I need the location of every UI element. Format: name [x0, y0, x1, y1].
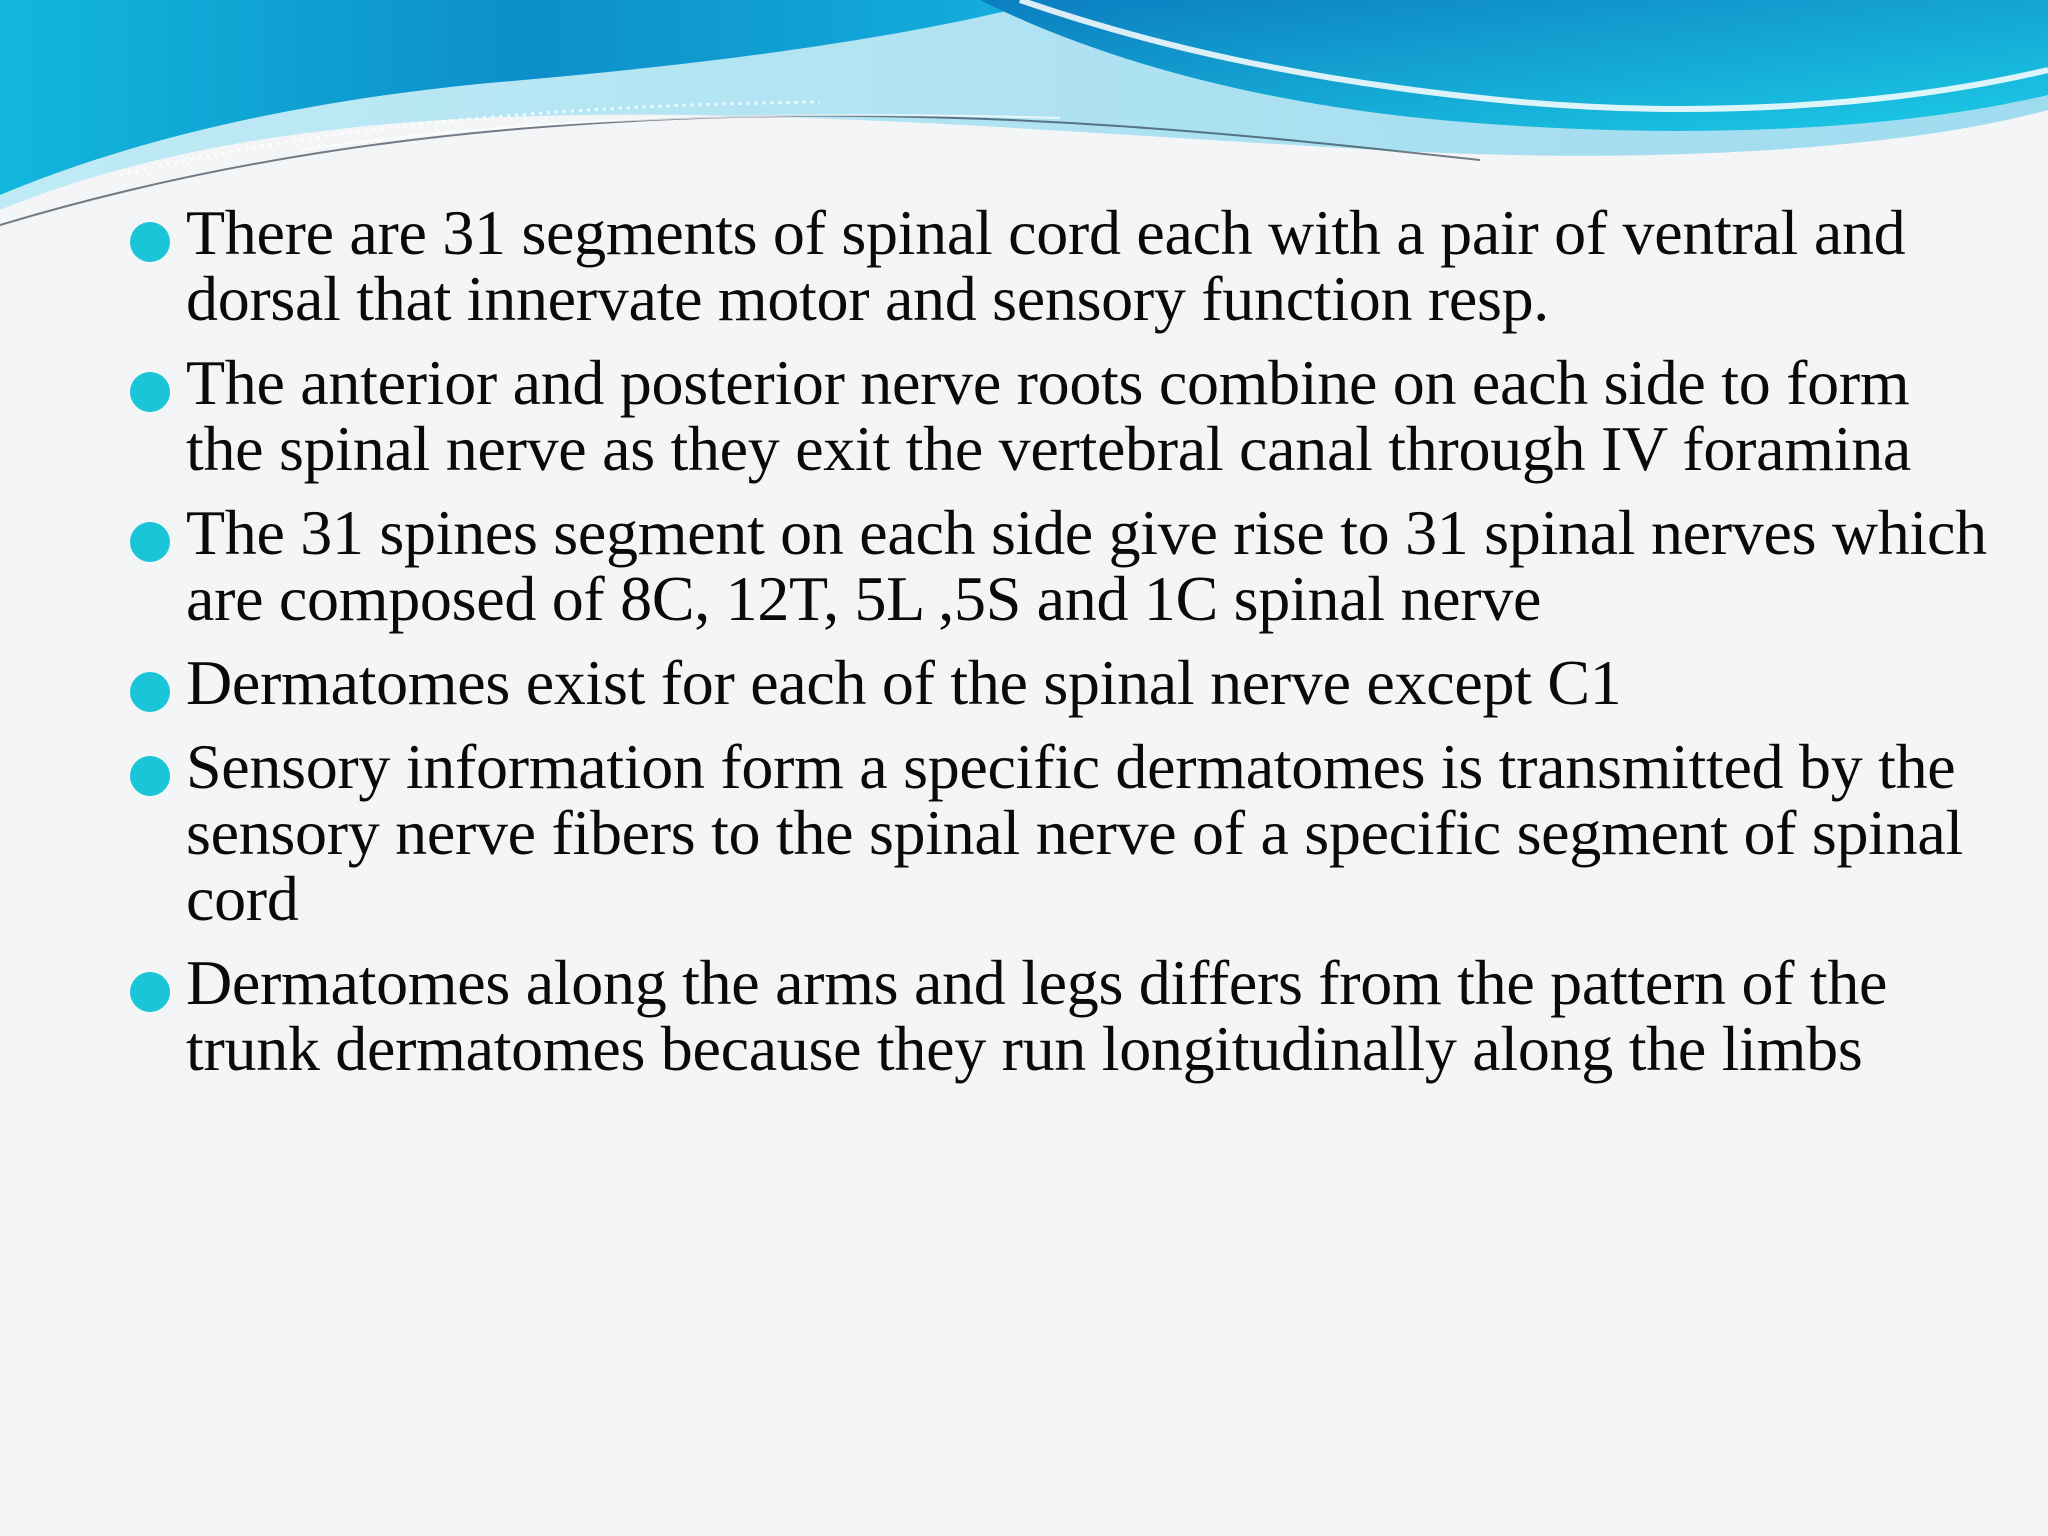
bullet-item: [130, 347, 1990, 484]
bullet-text: Dermatomes along the arms and legs differs from the pattern of the trunk dermatomes because they run longitudinally along the limbs: [186, 947, 1888, 1084]
bullet-text: Dermatomes exist for each of the spinal nerve except C1: [186, 647, 1622, 718]
bullet-text: The anterior and posterior nerve roots combine on each side to form the spinal nerve as they exit the vertebral canal through IV foramina: [186, 347, 1912, 484]
bullet-item: [130, 197, 1990, 334]
bullet-item: [130, 731, 1990, 934]
bullet-point-icon: [130, 222, 170, 262]
bullet-point-icon: [130, 672, 170, 712]
bullet-text: Sensory information form a specific dermatomes is transmitted by the sensory nerve fibers to the spinal nerve of a specific segment of spinal cord: [186, 731, 1963, 934]
bullet-point-icon: [130, 522, 170, 562]
bullet-item: [130, 497, 1990, 634]
bullet-item: [130, 647, 1990, 718]
bullet-list: [130, 197, 1990, 1100]
bullet-point-icon: [130, 972, 170, 1012]
bullet-point-icon: [130, 756, 170, 796]
bullet-point-icon: [130, 372, 170, 412]
bullet-item: [130, 947, 1990, 1084]
bullet-text: The 31 spines segment on each side give rise to 31 spinal nerves which are composed of 8C, 12T, 5L ,5S and 1C spinal nerve: [186, 497, 1987, 634]
bullet-text: There are 31 segments of spinal cord each with a pair of ventral and dorsal that innervate motor and sensory function resp.: [186, 197, 1906, 334]
